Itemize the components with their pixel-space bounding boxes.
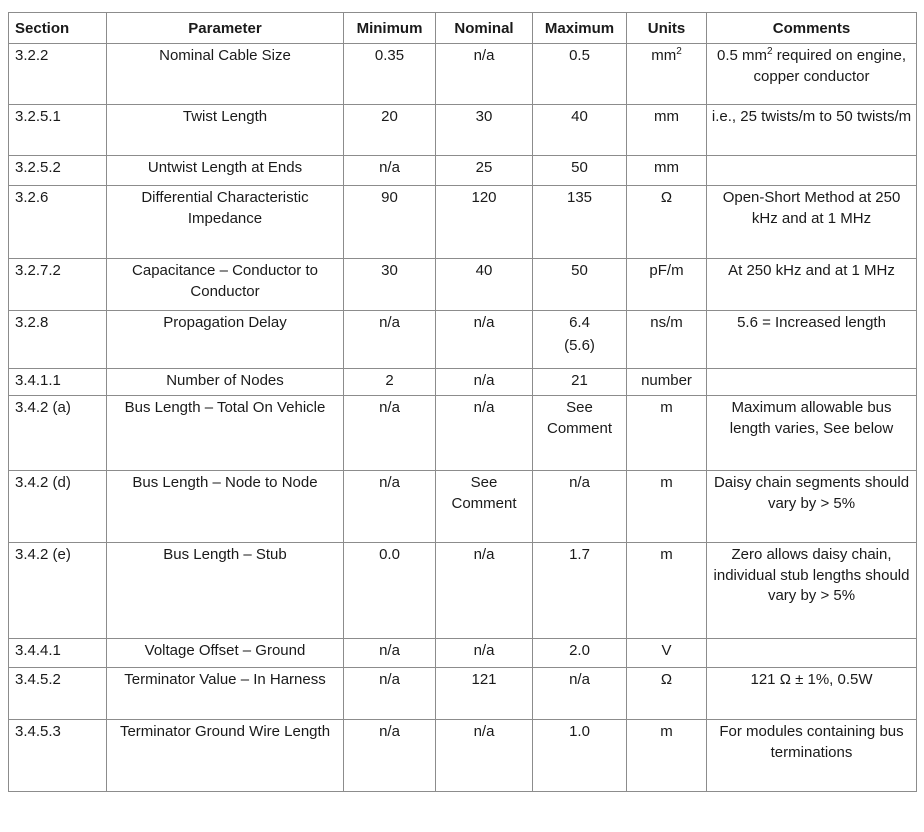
- comments-superscript: 2: [767, 46, 773, 57]
- table-row: [9, 471, 917, 543]
- maximum-cell: 2.0: [533, 639, 627, 668]
- maximum-cell: 0.5: [533, 44, 627, 105]
- header-nominal: Nominal: [436, 13, 533, 44]
- table-row: [9, 369, 917, 396]
- parameter-cell: Nominal Cable Size: [107, 44, 344, 105]
- section-cell: 3.2.2: [9, 44, 107, 105]
- nominal-cell: 120: [436, 186, 533, 259]
- parameter-cell: Untwist Length at Ends: [107, 156, 344, 186]
- maximum-cell: 1.0: [533, 720, 627, 792]
- units-cell: [627, 44, 707, 105]
- maximum-cell: 21: [533, 369, 627, 396]
- parameter-cell: Terminator Ground Wire Length: [107, 720, 344, 792]
- parameter-cell: Propagation Delay: [107, 311, 344, 369]
- table-row: [9, 311, 917, 369]
- parameter-cell: Terminator Value – In Harness: [107, 668, 344, 720]
- comments-cell: i.e., 25 twists/m to 50 twists/m: [707, 105, 917, 156]
- maximum-value: 6.4: [569, 314, 590, 331]
- table-row: [9, 44, 917, 105]
- parameter-cell: Bus Length – Node to Node: [107, 471, 344, 543]
- maximum-cell: 1.7: [533, 543, 627, 639]
- section-cell: 3.4.5.2: [9, 668, 107, 720]
- minimum-cell: 2: [344, 369, 436, 396]
- units-cell: m: [627, 396, 707, 471]
- units-cell: ns/m: [627, 311, 707, 369]
- units-cell: m: [627, 720, 707, 792]
- comments-cell: Zero allows daisy chain, individual stub lengths should vary by > 5%: [707, 543, 917, 639]
- parameter-cell: Bus Length – Total On Vehicle: [107, 396, 344, 471]
- minimum-cell: 0.0: [344, 543, 436, 639]
- specification-table: [8, 12, 917, 792]
- header-section: Section: [9, 13, 107, 44]
- units-cell: m: [627, 543, 707, 639]
- comments-cell: [707, 44, 917, 105]
- units-cell: mm: [627, 156, 707, 186]
- parameter-cell: Number of Nodes: [107, 369, 344, 396]
- header-units: Units: [627, 13, 707, 44]
- maximum-cell: 135: [533, 186, 627, 259]
- comments-cell: [707, 369, 917, 396]
- nominal-cell: n/a: [436, 396, 533, 471]
- nominal-cell: n/a: [436, 44, 533, 105]
- nominal-cell: 121: [436, 668, 533, 720]
- section-cell: 3.2.6: [9, 186, 107, 259]
- table-row: [9, 543, 917, 639]
- section-cell: 3.2.8: [9, 311, 107, 369]
- table-row: [9, 396, 917, 471]
- table-row: [9, 259, 917, 311]
- comments-cell: Maximum allowable bus length varies, See below: [707, 396, 917, 471]
- comments-cell: [707, 639, 917, 668]
- parameter-cell: Bus Length – Stub: [107, 543, 344, 639]
- minimum-cell: 30: [344, 259, 436, 311]
- minimum-cell: n/a: [344, 156, 436, 186]
- nominal-cell: n/a: [436, 543, 533, 639]
- parameter-cell: Voltage Offset – Ground: [107, 639, 344, 668]
- units-cell: Ω: [627, 668, 707, 720]
- table-row: [9, 639, 917, 668]
- maximum-cell: 50: [533, 259, 627, 311]
- table-row: [9, 105, 917, 156]
- maximum-cell: n/a: [533, 471, 627, 543]
- comments-cell: 5.6 = Increased length: [707, 311, 917, 369]
- maximum-cell: n/a: [533, 668, 627, 720]
- nominal-cell: 40: [436, 259, 533, 311]
- section-cell: 3.4.2 (e): [9, 543, 107, 639]
- minimum-cell: n/a: [344, 471, 436, 543]
- section-cell: 3.4.2 (a): [9, 396, 107, 471]
- section-cell: 3.2.5.1: [9, 105, 107, 156]
- minimum-cell: 0.35: [344, 44, 436, 105]
- header-maximum: Maximum: [533, 13, 627, 44]
- header-minimum: Minimum: [344, 13, 436, 44]
- nominal-cell: n/a: [436, 639, 533, 668]
- section-cell: 3.4.2 (d): [9, 471, 107, 543]
- minimum-cell: n/a: [344, 639, 436, 668]
- maximum-cell: 50: [533, 156, 627, 186]
- nominal-cell: n/a: [436, 369, 533, 396]
- parameter-cell: Twist Length: [107, 105, 344, 156]
- header-parameter: Parameter: [107, 13, 344, 44]
- units-cell: pF/m: [627, 259, 707, 311]
- parameter-cell: Capacitance – Conductor to Conductor: [107, 259, 344, 311]
- comments-cell: At 250 kHz and at 1 MHz: [707, 259, 917, 311]
- table-row: [9, 668, 917, 720]
- minimum-cell: n/a: [344, 720, 436, 792]
- minimum-cell: n/a: [344, 311, 436, 369]
- minimum-cell: 20: [344, 105, 436, 156]
- minimum-cell: n/a: [344, 668, 436, 720]
- nominal-cell: See Comment: [436, 471, 533, 543]
- parameter-cell: Differential Characteristic Impedance: [107, 186, 344, 259]
- units-cell: number: [627, 369, 707, 396]
- comments-cell: 121 Ω ± 1%, 0.5W: [707, 668, 917, 720]
- section-cell: 3.4.5.3: [9, 720, 107, 792]
- header-row: [9, 13, 917, 44]
- header-comments: Comments: [707, 13, 917, 44]
- units-cell: mm: [627, 105, 707, 156]
- units-cell: Ω: [627, 186, 707, 259]
- section-cell: 3.2.7.2: [9, 259, 107, 311]
- maximum-cell: [533, 311, 627, 369]
- maximum-cell: See Comment: [533, 396, 627, 471]
- table-row: [9, 720, 917, 792]
- comments-text: required on engine, copper conductor: [753, 47, 906, 85]
- comments-cell: [707, 156, 917, 186]
- units-superscript: 2: [676, 46, 682, 57]
- comments-cell: Open-Short Method at 250 kHz and at 1 MHz: [707, 186, 917, 259]
- table-row: [9, 156, 917, 186]
- section-cell: 3.4.1.1: [9, 369, 107, 396]
- section-cell: 3.4.4.1: [9, 639, 107, 668]
- nominal-cell: n/a: [436, 720, 533, 792]
- minimum-cell: n/a: [344, 396, 436, 471]
- maximum-cell: 40: [533, 105, 627, 156]
- comments-prefix: 0.5 mm: [716, 47, 767, 64]
- comments-cell: For modules containing bus terminations: [707, 720, 917, 792]
- units-cell: V: [627, 639, 707, 668]
- nominal-cell: 30: [436, 105, 533, 156]
- section-cell: 3.2.5.2: [9, 156, 107, 186]
- units-cell: m: [627, 471, 707, 543]
- units-text: mm: [651, 47, 677, 64]
- minimum-cell: 90: [344, 186, 436, 259]
- table-row: [9, 186, 917, 259]
- nominal-cell: 25: [436, 156, 533, 186]
- maximum-alternate-value: (5.6): [564, 336, 595, 354]
- nominal-cell: n/a: [436, 311, 533, 369]
- comments-cell: Daisy chain segments should vary by > 5%: [707, 471, 917, 543]
